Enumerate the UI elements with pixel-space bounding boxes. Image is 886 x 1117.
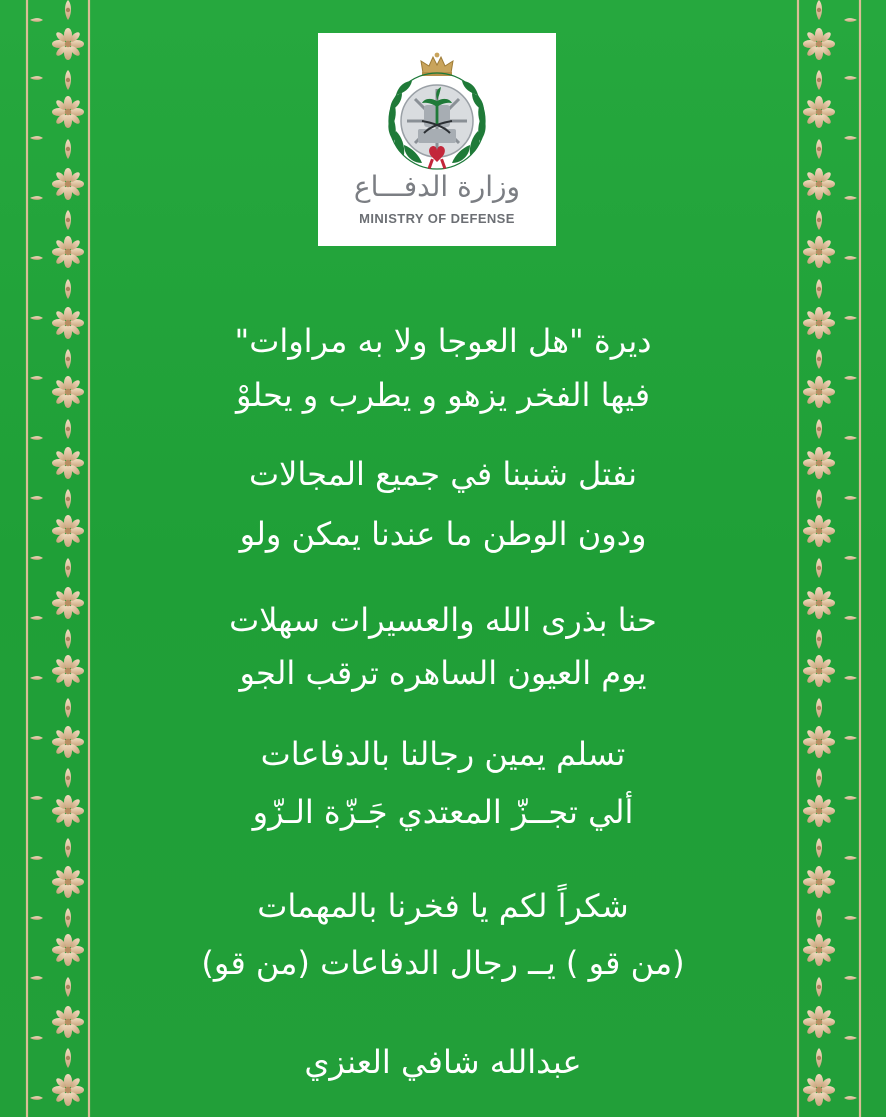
poem-stanza-3-line-1: حنا بذرى الله والعسيرات سهلات xyxy=(229,601,657,639)
ministry-name-english: MINISTRY OF DEFENSE xyxy=(359,211,515,226)
poem-stanza-3-line-2: يوم العيون الساهره ترقب الجو xyxy=(239,654,647,692)
poem-stanza-2-line-1: نفتل شنبنا في جميع المجالات xyxy=(248,455,638,493)
poem-stanza-4-line-1: تسلم يمين رجالنا بالدفاعات xyxy=(260,735,626,773)
poem-stanza-1-line-1: ديرة "هل العوجا ولا به مراوات" xyxy=(234,322,652,360)
ministry-name-arabic: وزارة الدفـــاع xyxy=(353,170,521,203)
poem-stanza-2-line-2: ودون الوطن ما عندنا يمكن ولو xyxy=(239,515,647,553)
left-floral-border xyxy=(6,0,94,1117)
poem-stanza-5-line-2: (من قو ) يــ رجال الدفاعات (من قو) xyxy=(201,944,685,982)
poem-author: عبدالله شافي العنزي xyxy=(304,1043,582,1081)
poem-stanza-5-line-1: شكراً لكم يا فخرنا بالمهمات xyxy=(257,887,629,925)
poem-stanza-1-line-2: فيها الفخر يزهو و يطرب و يحلوْ xyxy=(235,376,651,414)
right-floral-border xyxy=(792,0,880,1117)
poem-stanza-4-line-2: ألي تجــزّ المعتدي جَـزّة الـزّو xyxy=(252,793,634,831)
poem xyxy=(120,0,766,1117)
